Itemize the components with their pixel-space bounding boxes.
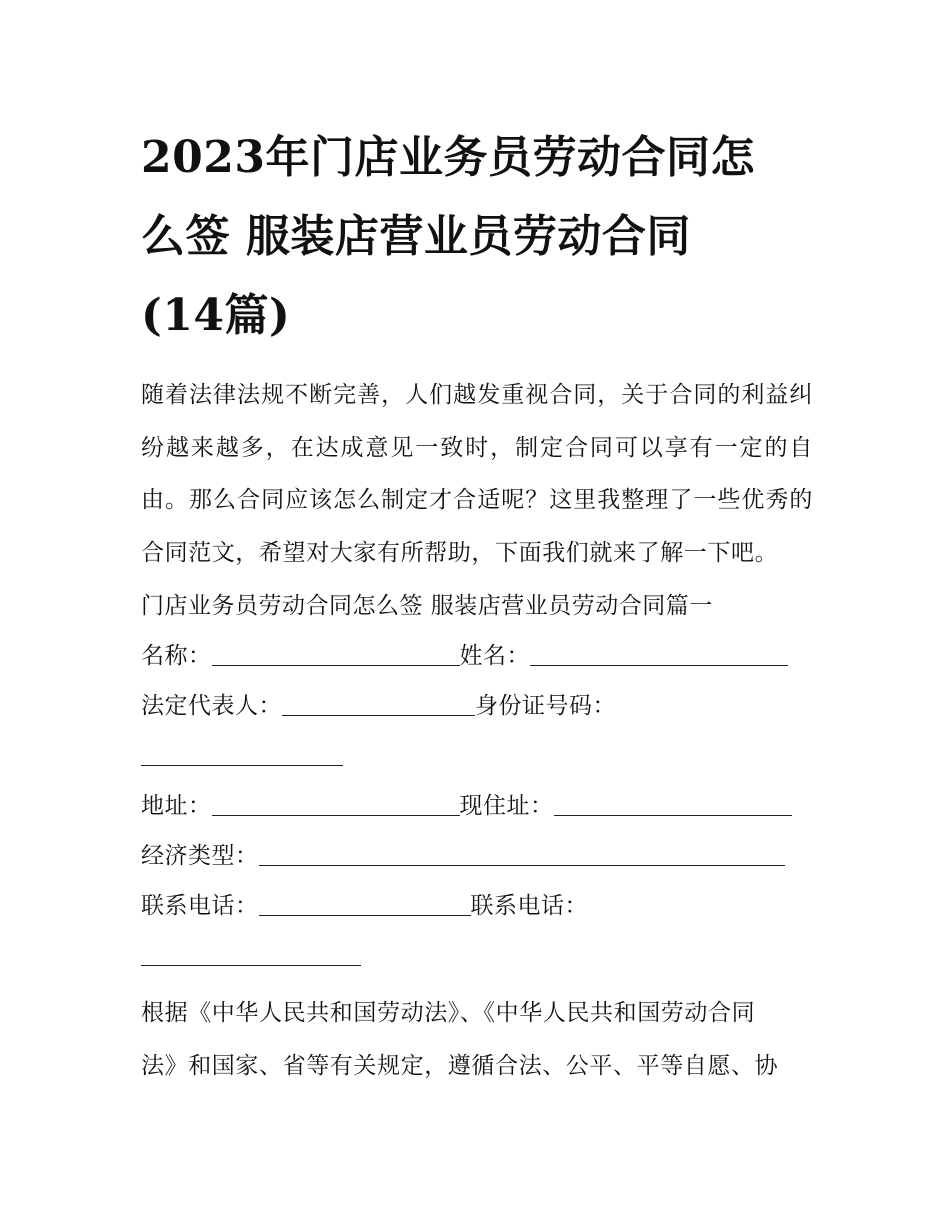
field-row-id-number-continued: [141, 731, 813, 781]
id-number-label: 身份证号码：: [475, 693, 616, 719]
document-title: [141, 118, 813, 355]
title-line-1: 2023年门店业务员劳动合同怎: [141, 132, 755, 183]
law-paragraph: [141, 987, 813, 1092]
current-address-label: 现住址：: [459, 793, 554, 819]
field-row-legal-rep: [141, 681, 813, 731]
document-page: [141, 118, 813, 1092]
intro-paragraph: 随着法律法规不断完善，人们越发重视合同，关于合同的利益纠纷越来越多，在达成意见一致时，制定合同可以享有一定的自由。那么合同应该怎么制定才合适呢？这里我整理了一些优秀的合同范文，希望对大家有所帮助，下面我们就来了解一下吧。: [141, 382, 813, 566]
legal-rep-label: 法定代表人：: [141, 693, 282, 719]
field-row-phone: [141, 881, 813, 931]
economy-type-label: 经济类型：: [141, 843, 259, 869]
address-blank[interactable]: [212, 789, 460, 816]
person-name-blank[interactable]: [530, 639, 788, 666]
field-row-economy-type: [141, 831, 813, 881]
person-name-label: 姓名：: [459, 643, 530, 669]
id-number-blank[interactable]: [141, 739, 343, 766]
title-line-2: 么签 服装店营业员劳动合同: [141, 211, 691, 262]
name-blank[interactable]: [212, 639, 460, 666]
phone-blank-1[interactable]: [259, 889, 471, 916]
law-paragraph-line-1: 根据《中华人民共和国劳动法》、《中华人民共和国劳动合同: [141, 1000, 756, 1026]
law-paragraph-line-2: 法》和国家、省等有关规定，遵循合法、公平、平等自愿、协: [141, 1052, 779, 1079]
title-line-3: (14篇): [141, 290, 291, 341]
address-label: 地址：: [141, 793, 212, 819]
legal-rep-blank[interactable]: [282, 689, 475, 716]
field-row-name: [141, 631, 813, 681]
section-heading: 门店业务员劳动合同怎么签 服装店营业员劳动合同篇一: [141, 593, 713, 619]
phone-blank-2[interactable]: [141, 939, 361, 966]
economy-type-blank[interactable]: [259, 839, 785, 866]
current-address-blank[interactable]: [554, 789, 792, 816]
phone-label-1: 联系电话：: [141, 893, 259, 919]
name-label: 名称：: [141, 643, 212, 669]
phone-label-2: 联系电话：: [470, 893, 588, 919]
field-row-phone-continued: [141, 931, 813, 981]
field-row-address: [141, 781, 813, 831]
